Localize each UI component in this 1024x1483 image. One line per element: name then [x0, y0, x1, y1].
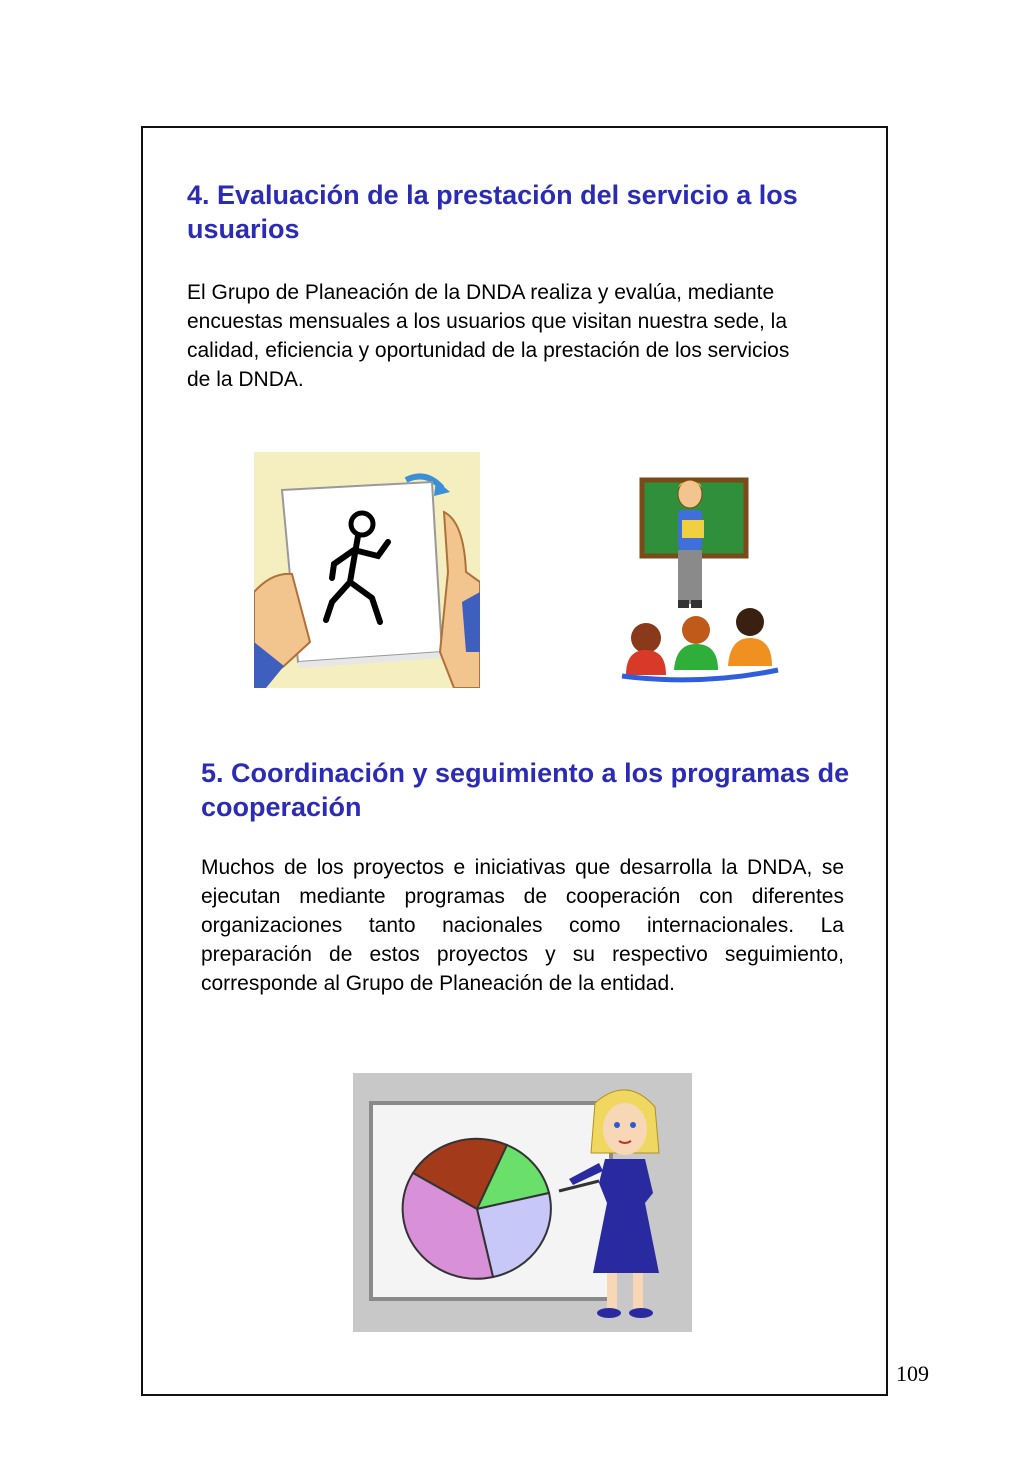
section-5-heading: 5. Coordinación y seguimiento a los programas de cooperación: [201, 758, 850, 822]
classroom-illustration: [612, 470, 792, 692]
section-4-heading: 4. Evaluación de la prestación del servicio a los usuarios: [187, 180, 798, 244]
section-4-body: El Grupo de Planeación de la DNDA realiza y evalúa, mediante encuestas mensuales a los usuarios que visitan nuestra sede, la calidad, eficiencia y oportunidad de la prestación de los servicios de la DNDA.: [187, 281, 790, 391]
page-number: 109: [896, 1361, 929, 1386]
section-5-body: Muchos de los proyectos e iniciativas que desarrolla la DNDA, se ejecutan mediante programas de cooperación con diferentes organizaciones tanto nacionales como internacionales. La preparación de estos proyectos y su respectivo seguimiento, corresponde al Grupo de Planeación de la entidad.: [201, 856, 844, 995]
flip-card-illustration: [254, 452, 480, 688]
presenter-pie-chart-illustration: [353, 1073, 692, 1332]
